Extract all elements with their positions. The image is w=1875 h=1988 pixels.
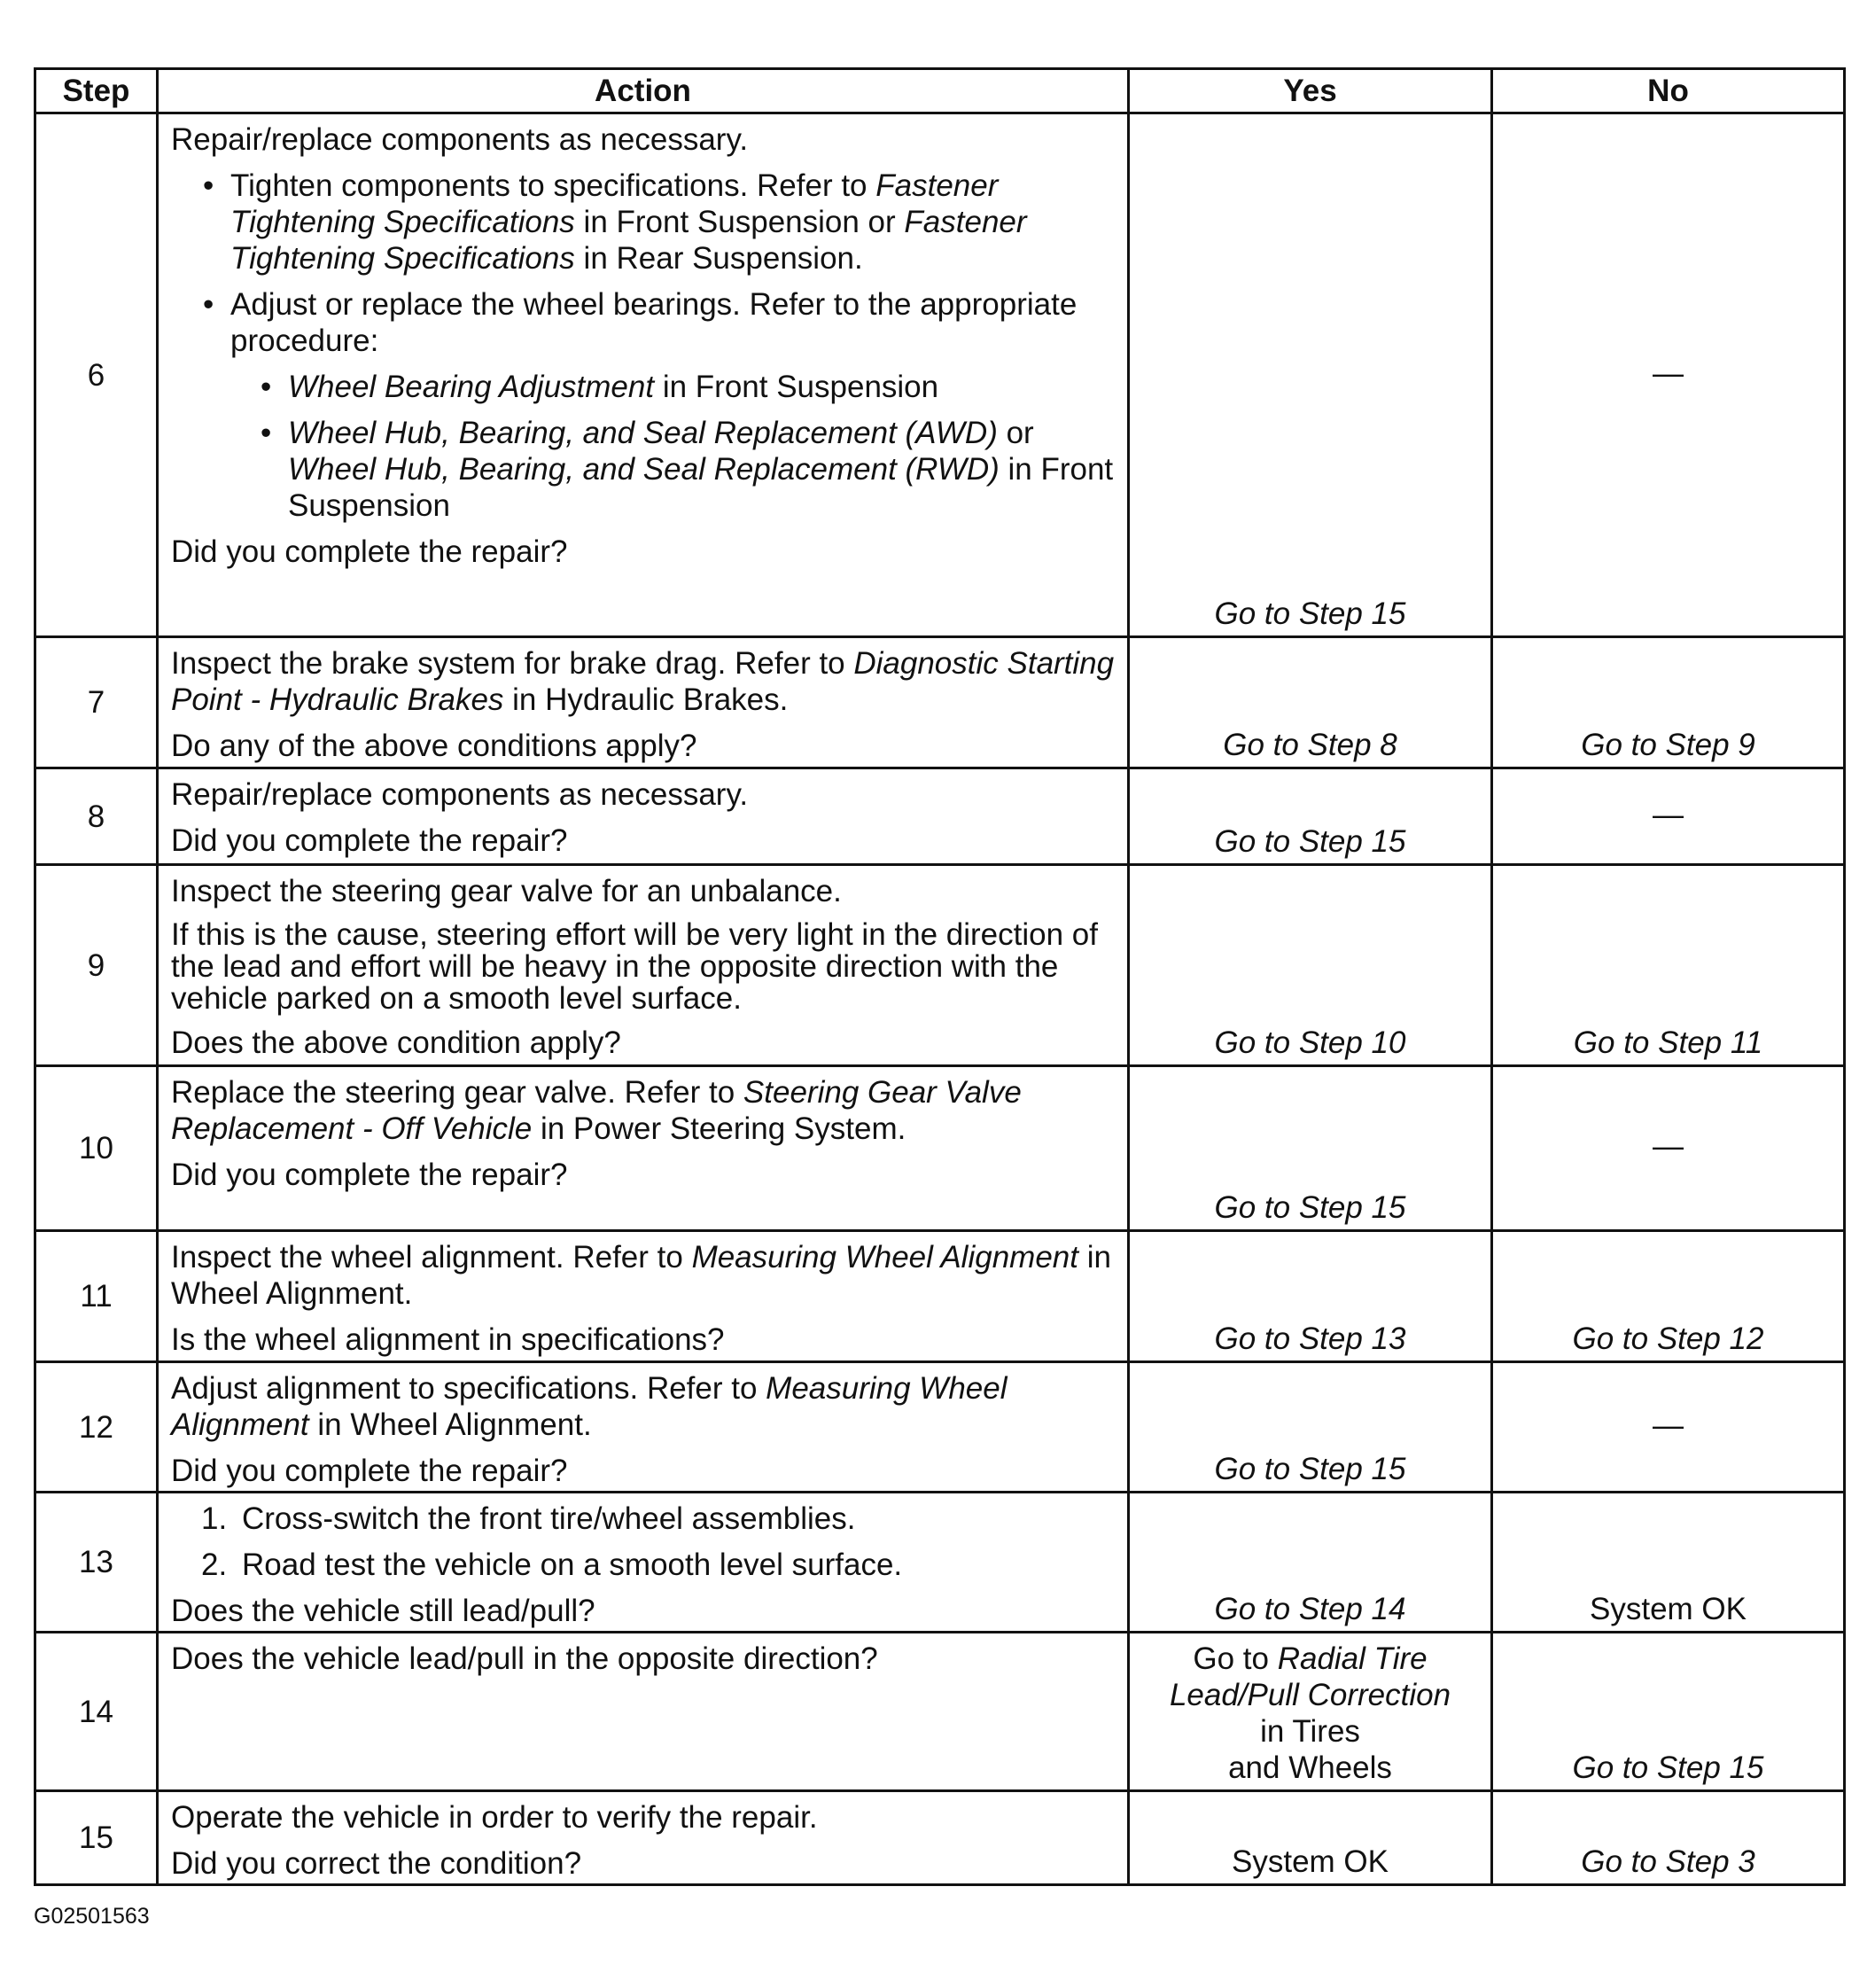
action-text: Repair/replace components as necessary. <box>171 777 749 812</box>
table-row <box>35 1066 1845 1231</box>
document-reference: Diagnostic Starting Point - Hydraulic Brakes <box>171 646 1115 717</box>
yes-result: Go to Step 15 <box>1214 1190 1406 1225</box>
question-text: Did you complete the repair? <box>171 823 568 858</box>
yes-result: System OK <box>1129 1791 1492 1885</box>
action-cell <box>158 1066 1129 1231</box>
table-row <box>35 865 1845 1066</box>
no-result: Go to Step 9 <box>1581 728 1755 762</box>
action-text <box>171 645 1115 718</box>
document-reference: Measuring Wheel Alignment <box>691 1240 1078 1275</box>
yes-cell <box>1129 1231 1492 1362</box>
yes-result: Go to Step 8 <box>1223 728 1397 762</box>
step-number: 10 <box>35 1066 158 1231</box>
yes-cell <box>1129 1493 1492 1633</box>
action-text: in Front Suspension <box>654 370 939 404</box>
no-result: Go to Step 3 <box>1581 1844 1755 1879</box>
action-text: in Front Suspension <box>288 452 1114 523</box>
numbered-list <box>171 1501 1115 1583</box>
action-text: in Wheel Alignment. <box>308 1407 592 1442</box>
action-text: in Wheel Alignment. <box>171 1240 1111 1311</box>
figure-id: G02501563 <box>34 1904 150 1929</box>
action-text: Adjust alignment to specifications. Refer to <box>171 1371 766 1406</box>
step-number: 9 <box>35 865 158 1066</box>
yes-result: Go to Step 13 <box>1214 1321 1406 1356</box>
question-text: Did you complete the repair? <box>171 1158 568 1192</box>
action-text: Replace the steering gear valve. Refer to <box>171 1075 743 1110</box>
table-row <box>35 1493 1845 1633</box>
step-number: 15 <box>35 1791 158 1885</box>
no-result: — <box>1492 768 1845 865</box>
question-text: Does the above condition apply? <box>171 1025 621 1060</box>
item-number: 2. <box>201 1548 228 1582</box>
yes-cell <box>1129 865 1492 1066</box>
action-cell <box>158 1791 1129 1885</box>
action-text: Repair/replace components as necessary. <box>171 122 749 157</box>
document-reference: Fastener Tightening Specifications <box>230 205 1027 276</box>
action-text <box>171 1239 1115 1312</box>
yes-cell <box>1129 1633 1492 1791</box>
action-cell <box>158 1493 1129 1633</box>
step-number: 13 <box>35 1493 158 1633</box>
action-text: Cross-switch the front tire/wheel assemblies. <box>242 1501 856 1536</box>
no-result: Go to Step 11 <box>1573 1025 1763 1060</box>
action-text: Inspect the wheel alignment. Refer to <box>171 1240 692 1275</box>
table-row <box>35 1362 1845 1493</box>
yes-cell <box>1129 637 1492 768</box>
action-text: Tighten components to specifications. Refer to <box>230 168 876 203</box>
header-yes: Yes <box>1129 69 1492 113</box>
yes-cell <box>1129 768 1492 865</box>
yes-result: Go to Step 15 <box>1214 1452 1406 1486</box>
table-row <box>35 637 1845 768</box>
yes-result: and Wheels <box>1228 1750 1392 1785</box>
yes-result: Go to Step 15 <box>1214 824 1406 859</box>
action-text: or <box>997 416 1034 450</box>
action-text: Inspect the brake system for brake drag. Refer to <box>171 646 854 681</box>
yes-result: Go to Step 14 <box>1214 1592 1406 1626</box>
step-number: 12 <box>35 1362 158 1493</box>
table-row <box>35 113 1845 637</box>
header-step: Step <box>35 69 158 113</box>
no-cell <box>1492 865 1845 1066</box>
table-row <box>35 1633 1845 1791</box>
table-header-row <box>35 69 1845 113</box>
document-reference: Steering Gear Valve Replacement - Off Vehicle <box>171 1075 1022 1146</box>
sub-bullet-list <box>230 369 1115 524</box>
no-cell <box>1492 1231 1845 1362</box>
step-number: 8 <box>35 768 158 865</box>
document-reference: Wheel Hub, Bearing, and Seal Replacement (RWD) <box>288 452 1000 487</box>
action-cell <box>158 637 1129 768</box>
yes-result: in Tires <box>1260 1714 1360 1749</box>
no-cell <box>1492 637 1845 768</box>
action-text <box>171 1074 1115 1147</box>
document-reference: Measuring Wheel Alignment <box>171 1371 1008 1442</box>
yes-result: Go to Step 15 <box>1214 596 1406 631</box>
yes-cell <box>1129 1362 1492 1493</box>
document-reference: Wheel Hub, Bearing, and Seal Replacement (AWD) <box>288 416 998 450</box>
action-cell <box>158 1231 1129 1362</box>
action-cell <box>158 1633 1129 1791</box>
item-number: 1. <box>201 1501 228 1536</box>
no-result: System OK <box>1492 1493 1845 1633</box>
header-no: No <box>1492 69 1845 113</box>
list-item <box>230 369 1115 405</box>
action-text: in Power Steering System. <box>532 1111 906 1146</box>
action-text: Adjust or replace the wheel bearings. Refer to the appropriate procedure: <box>230 287 1078 358</box>
diagnostic-table <box>34 67 1846 1886</box>
yes-result: Go to <box>1193 1641 1278 1676</box>
no-result: Go to Step 15 <box>1572 1750 1764 1785</box>
question-text: Is the wheel alignment in specifications? <box>171 1322 725 1357</box>
no-result: — <box>1492 113 1845 637</box>
question-text: Did you complete the repair? <box>171 1454 568 1488</box>
list-item <box>171 168 1115 277</box>
action-cell <box>158 1362 1129 1493</box>
action-text: Road test the vehicle on a smooth level surface. <box>242 1548 903 1582</box>
step-number: 11 <box>35 1231 158 1362</box>
action-cell <box>158 865 1129 1066</box>
document-reference: Wheel Bearing Adjustment <box>288 370 655 404</box>
list-item <box>171 286 1115 524</box>
step-number: 14 <box>35 1633 158 1791</box>
action-cell <box>158 113 1129 637</box>
yes-cell <box>1129 1066 1492 1231</box>
table-row <box>35 1231 1845 1362</box>
bullet-list <box>171 168 1115 524</box>
step-number: 6 <box>35 113 158 637</box>
action-text: If this is the cause, steering effort will be very light in the direction of the lead and effort will be heavy in the opposite direction with the vehicle parked on a smooth level surface. <box>171 917 1098 1016</box>
action-text: in Hydraulic Brakes. <box>503 682 789 717</box>
no-cell <box>1492 1791 1845 1885</box>
document-reference: Radial Tire Lead/Pull Correction <box>1169 1641 1451 1712</box>
table-row <box>35 768 1845 865</box>
step-number: 7 <box>35 637 158 768</box>
yes-cell <box>1129 113 1492 637</box>
list-item <box>171 1501 1115 1537</box>
list-item <box>171 1547 1115 1583</box>
header-action: Action <box>158 69 1129 113</box>
question-text: Did you complete the repair? <box>171 534 568 569</box>
table-row <box>35 1791 1845 1885</box>
action-text: Inspect the steering gear valve for an unbalance. <box>171 874 842 908</box>
action-text: Operate the vehicle in order to verify the repair. <box>171 1800 818 1835</box>
question-text: Does the vehicle still lead/pull? <box>171 1594 595 1628</box>
list-item <box>230 415 1115 524</box>
action-text: in Front Suspension or <box>574 205 905 239</box>
action-cell <box>158 768 1129 865</box>
no-result: Go to Step 12 <box>1572 1321 1764 1356</box>
no-result: — <box>1492 1066 1845 1231</box>
no-result: — <box>1492 1362 1845 1493</box>
question-text: Does the vehicle lead/pull in the opposite direction? <box>171 1641 878 1676</box>
question-text: Do any of the above conditions apply? <box>171 729 697 763</box>
action-text: in Rear Suspension. <box>574 241 863 276</box>
action-text <box>171 1370 1115 1443</box>
document-reference: Fastener Tightening Specifications <box>230 168 999 239</box>
question-text: Did you correct the condition? <box>171 1846 582 1881</box>
no-cell <box>1492 1633 1845 1791</box>
yes-result: Go to Step 10 <box>1214 1025 1406 1060</box>
